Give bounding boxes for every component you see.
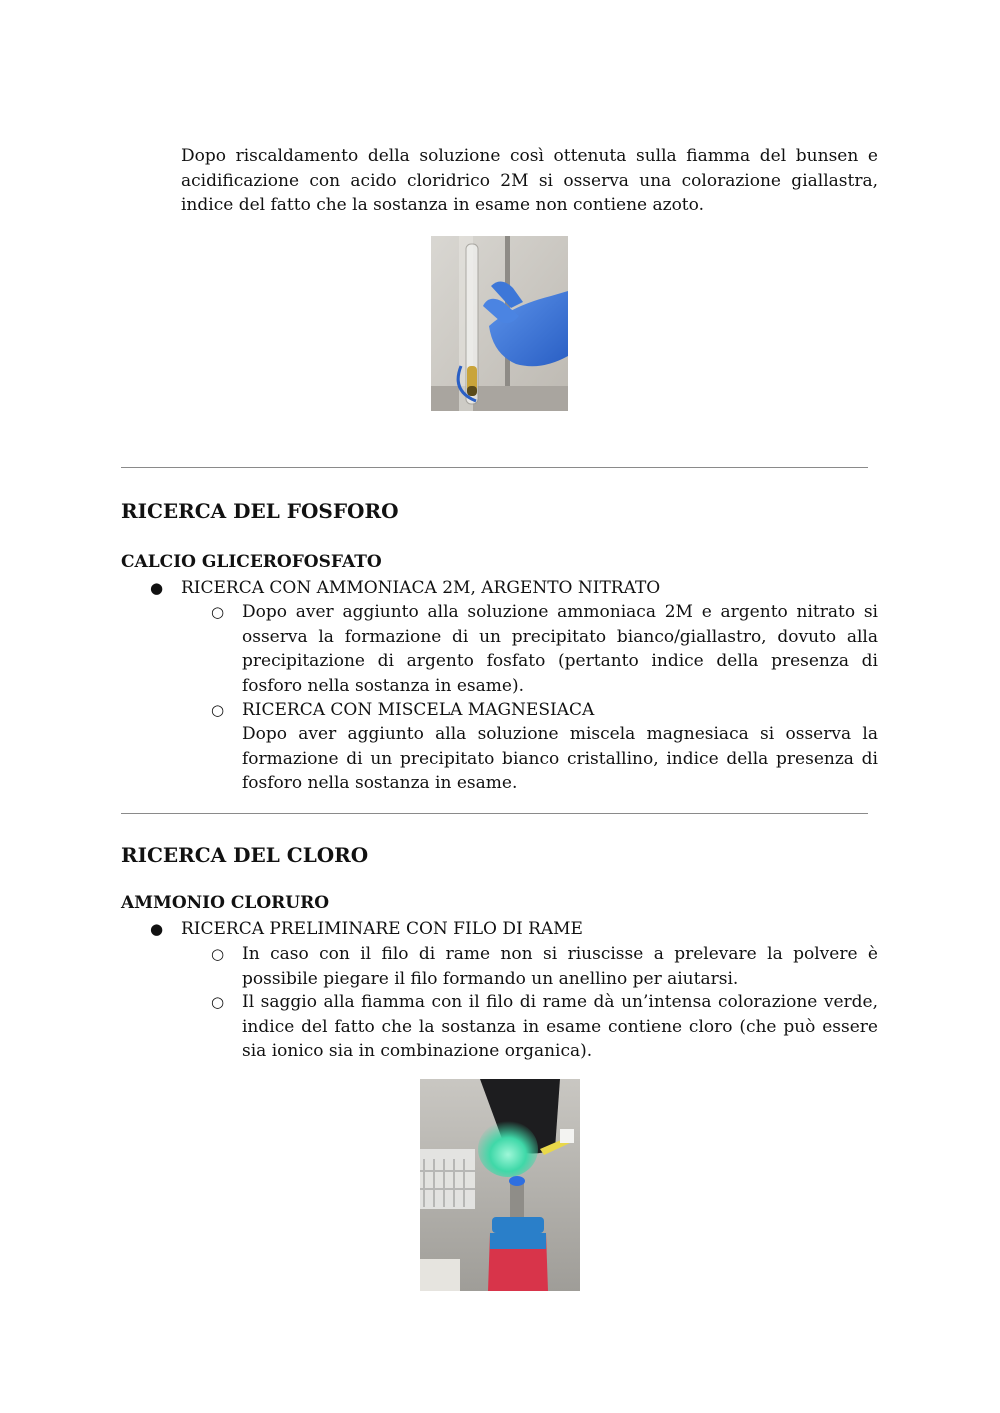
note-flame-test: Il saggio alla fiamma con il filo di rame dà un’intensa colorazione verde, indice del fatto che la sostanza in esame contiene cloro (che può essere sia ionico sia in combinazione organica). [242, 992, 878, 1061]
section-divider [121, 813, 868, 814]
bullet-icon: ● [150, 920, 164, 938]
sub-bullet-icon: ○ [211, 701, 225, 719]
test-label-ammonia: RICERCA CON AMMONIACA 2M, ARGENTO NITRATO [181, 578, 661, 598]
section-title-phosphorus: RICERCA DEL FOSFORO [121, 499, 399, 523]
note-copper-loop: In caso con il filo di rame non si riuscisse a prelevare la polvere è possibile piegare il filo formando un anellino per aiutarsi. [242, 944, 878, 989]
test-label-copper-wire: RICERCA PRELIMINARE CON FILO DI RAME [181, 919, 583, 939]
observation-silver-phosphate: Dopo aver aggiunto alla soluzione ammoniaca 2M e argento nitrato si osserva la formazione di un precipitato bianco/giallastro, dovuto alla precipitazione di argento fosfato (pertanto indice della presenza di fosforo nella sostanza in esame). [242, 602, 878, 696]
observation-magnesia: Dopo aver aggiunto alla soluzione miscela magnesiaca si osserva la formazione di un precipitato bianco cristallino, indice della presenza di fosforo nella sostanza in esame. [242, 724, 878, 793]
substance-title-phosphorus: CALCIO GLICEROFOSFATO [121, 552, 382, 572]
sub-bullet-icon: ○ [211, 993, 225, 1011]
flame-test-photo [420, 1079, 580, 1291]
substance-title-chlorine: AMMONIO CLORURO [121, 893, 330, 913]
intro-paragraph: Dopo riscaldamento della soluzione così ottenuta sulla fiamma del bunsen e acidificazione con acido cloridrico 2M si osserva una colorazione giallastra, indice del fatto che la sostanza in esame non contiene azoto. [181, 146, 878, 215]
test-tube-photo [431, 236, 568, 411]
section-title-chlorine: RICERCA DEL CLORO [121, 843, 369, 867]
sub-bullet-icon: ○ [211, 603, 225, 621]
section-divider [121, 467, 868, 468]
sub-bullet-icon: ○ [211, 945, 225, 963]
bullet-icon: ● [150, 579, 164, 597]
test-label-magnesia: RICERCA CON MISCELA MAGNESIACA [242, 700, 595, 720]
